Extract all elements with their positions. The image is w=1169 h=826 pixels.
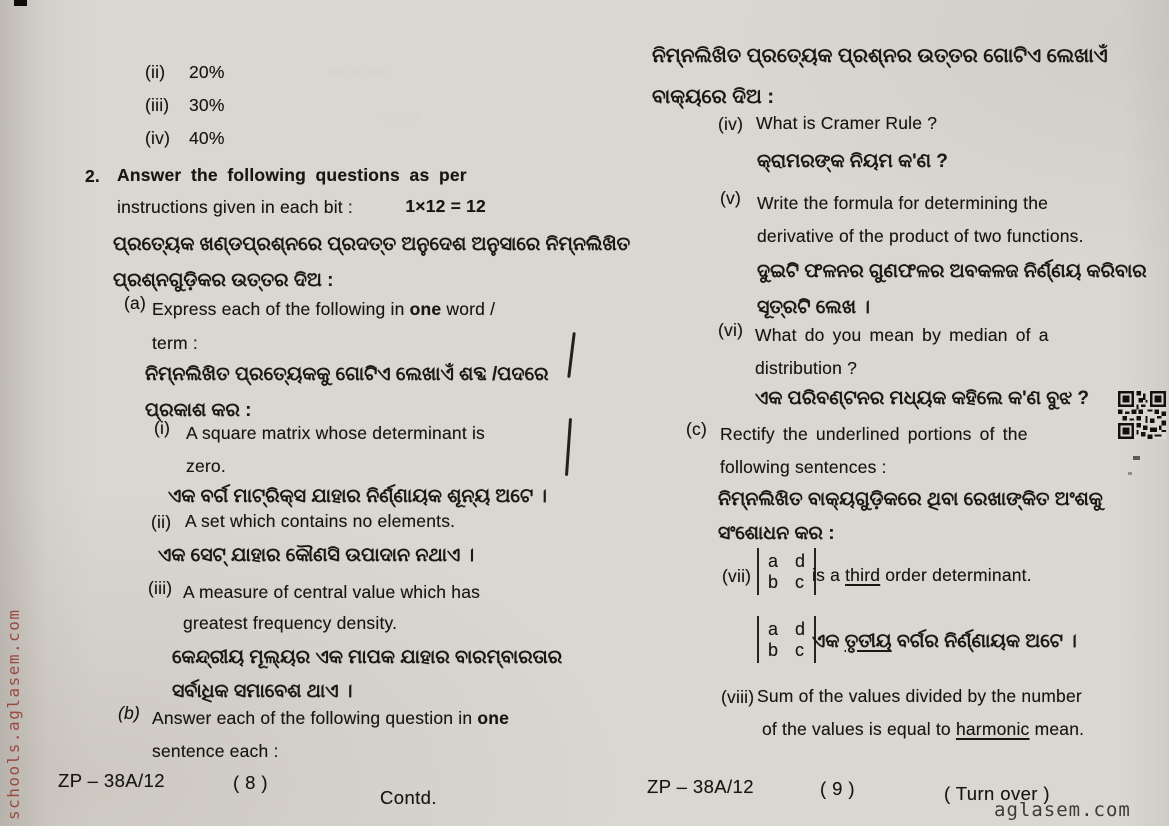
det-cell: a (768, 551, 779, 571)
det-cell: a (768, 619, 779, 639)
item-viii-underlined-word: harmonic (955, 719, 1030, 739)
question-marks: 1×12 = 12 (405, 196, 486, 216)
center-fold-crease (567, 332, 575, 378)
item-vi-odia: ଏକ ପରିବଣ୍ଟନର ମଧ୍ୟକ କହିଲେ କ'ଣ ବୁଝ ? (755, 388, 1090, 409)
part-b-bold-word: one (477, 708, 510, 728)
odia-line: ବାକ୍ୟରେ ଦିଅ : (652, 86, 774, 108)
part-a-line1 (152, 292, 495, 326)
item-v-line1: Write the formula for determining the (757, 193, 1049, 213)
turn-over-note: ( Turn over ) (944, 783, 1050, 804)
item-vii-odia-pre: ଏକ (812, 631, 840, 652)
part-a-pre: Express each of the following in (152, 299, 405, 319)
bleed-through-smudge: ··· ··· ···· (330, 62, 389, 79)
scan-speck (1128, 472, 1132, 475)
odia-line: ପ୍ରତ୍ୟେକ ଖଣ୍ଡପ୍ରଶ୍ନରେ ପ୍ରଦତ୍ତ ଅନୁଦେଶ ଅନୁସାରେ ନିମ୍ନଲିଖିତ (113, 234, 631, 255)
odia-line: ନିମ୍ନଲିଖିତ ପ୍ରତ୍ୟେକକୁ ଗୋଟିଏ ଲେଖାଏଁ ଶବ୍ଦ /ପଦରେ (145, 364, 549, 385)
side-watermark (4, 562, 23, 820)
odia-line: ସଂଶୋଧନ କର : (718, 523, 835, 544)
part-b-odia-heading (652, 36, 1108, 118)
item-iii-text (183, 577, 480, 639)
option-list (145, 56, 225, 155)
paper-code-right: ZP – 38A/12 (647, 776, 754, 797)
item-viii-line1: Sum of the values divided by the number (757, 686, 1082, 706)
part-c-line2: following sentences : (720, 457, 887, 477)
part-c-line1: Rectify the underlined portions of the (720, 424, 1028, 444)
item-viii-line2 (762, 719, 1084, 740)
item-v-line2: derivative of the product of two functions. (757, 226, 1084, 246)
page-number-left: ( 8 ) (233, 772, 268, 793)
item-vi-line2: distribution ? (755, 358, 858, 378)
item-vii-underlined-word: third (845, 565, 881, 585)
part-a-label: (a) (124, 293, 146, 313)
item-i-line1: A square matrix whose determinant is (186, 423, 486, 443)
part-a-text (152, 292, 495, 360)
item-v-text (757, 187, 1084, 253)
part-b-pre: Answer each of the following question in (152, 708, 473, 728)
det-cell: d (795, 619, 806, 639)
item-v-odia (757, 254, 1147, 326)
odia-line: ସୂତ୍ରଟି ଲେଖ । (757, 297, 870, 318)
odia-line: ନିମ୍ନଲିଖିତ ବାକ୍ୟଗୁଡ଼ିକରେ ଥିବା ରେଖାଙ୍କିତ ଅଂଶକୁ (718, 489, 1103, 510)
part-a-line2: term : (152, 333, 198, 353)
center-fold-crease (565, 418, 572, 476)
list-item (145, 122, 225, 155)
question-text-odia (113, 227, 630, 299)
determinant-matrix (757, 616, 816, 663)
item-vii-label: (vii) (722, 566, 752, 586)
item-vii-text (812, 565, 1032, 586)
item-iii-line1: A measure of central value which has (183, 582, 481, 602)
item-vii-odia (812, 631, 1077, 653)
contd-note: Contd. (380, 787, 437, 808)
item-iii-odia (172, 641, 562, 709)
item-i-odia: ଏକ ବର୍ଗ ମାଟ୍ରିକ୍ସ ଯାହାର ନିର୍ଣ୍ଣାୟକ ଶୂନ୍ୟ ଅଟେ । (168, 486, 547, 507)
option-label: (iv) (145, 128, 171, 148)
part-c-text (720, 418, 1028, 484)
option-value: 20% (189, 62, 225, 82)
item-iv-text: What is Cramer Rule ? (756, 113, 938, 133)
odia-line: ଦୁଇଟି ଫଳନର ଗୁଣଫଳର ଅବକଳଜ ନିର୍ଣ୍ଣୟ କରିବାର (757, 261, 1147, 282)
list-item (145, 89, 225, 122)
odia-line: କେନ୍ଦ୍ରୀୟ ମୂଲ୍ୟର ଏକ ମାପକ ଯାହାର ବାରମ୍ବାରତାର (172, 647, 563, 668)
list-item (145, 56, 225, 89)
paper-code-left: ZP – 38A/12 (58, 770, 165, 791)
part-a-post: word / (446, 299, 496, 319)
item-ii-label: (ii) (151, 512, 172, 532)
item-vi-label: (vi) (718, 320, 744, 340)
question-number: 2. (85, 166, 100, 186)
option-label: (ii) (145, 62, 166, 82)
item-vii-pre: is a (812, 565, 841, 585)
item-i-label: (i) (154, 418, 171, 438)
odia-line: ପ୍ରଶ୍ନଗୁଡ଼ିକର ଉତ୍ତର ଦିଅ : (113, 270, 334, 291)
part-c-odia (718, 483, 1103, 551)
part-b-text (152, 702, 509, 768)
scan-corner-mark (14, 0, 27, 6)
question-text-line1: Answer the following questions as per (117, 165, 467, 185)
item-i-text (186, 417, 485, 483)
item-iv-odia: କ୍ରାମରଙ୍କ ନିୟମ କ'ଣ ? (757, 151, 948, 172)
bleed-through-smudge: ·· ···· (385, 108, 420, 125)
item-vii-odia-underlined-word: ତୃତୀୟ (844, 631, 892, 652)
item-vi-line1: What do you mean by median of a (755, 325, 1049, 345)
item-ii-text: A set which contains no elements. (185, 511, 456, 531)
corner-watermark: aglasem.com (994, 799, 1131, 821)
part-c-label: (c) (686, 419, 708, 439)
det-cell: c (795, 640, 805, 660)
det-cell: b (768, 640, 779, 660)
item-vi-text (755, 319, 1049, 385)
item-vii-odia-post: ବର୍ଗର ନିର୍ଣ୍ଣାୟକ ଅଟେ । (896, 631, 1077, 652)
side-watermark-text: schools.aglasem.com (4, 608, 23, 820)
scan-speck (1133, 456, 1140, 460)
part-b-line2: sentence each : (152, 741, 279, 761)
page-number-right: ( 9 ) (820, 778, 855, 799)
part-b-label: (b) (118, 703, 140, 723)
option-label: (iii) (145, 95, 170, 115)
item-ii-odia: ଏକ ସେଟ୍ ଯାହାର କୌଣସି ଉପାଦାନ ନଥାଏ । (158, 545, 475, 566)
item-vii-post: order determinant. (885, 565, 1032, 585)
item-viii-pre: of the values is equal to (762, 719, 951, 739)
item-viii-label: (viii) (721, 687, 755, 707)
determinant-matrix (757, 548, 816, 595)
odia-line: ସର୍ବାଧିକ ସମାବେଶ ଥାଏ । (172, 681, 353, 702)
option-value: 30% (189, 95, 225, 115)
det-cell: d (795, 551, 806, 571)
odia-line: ନିମ୍ନଲିଖିତ ପ୍ରତ୍ୟେକ ପ୍ରଶ୍ନର ଉତ୍ତର ଗୋଟିଏ ଲେଖାଏଁ (652, 45, 1108, 67)
item-viii-post: mean. (1034, 719, 1085, 739)
item-iii-label: (iii) (148, 578, 173, 598)
item-iii-line2: greatest frequency density. (183, 613, 398, 633)
item-i-line2: zero. (186, 456, 226, 476)
item-v-label: (v) (720, 188, 742, 208)
part-b-line1 (152, 702, 509, 735)
item-iv-label: (iv) (718, 114, 744, 134)
det-cell: b (768, 572, 779, 592)
question-text-line2: instructions given in each bit : (117, 197, 353, 217)
det-cell: c (795, 572, 805, 592)
odia-line: ପ୍ରକାଶ କର : (145, 400, 252, 421)
qr-code (1118, 391, 1166, 444)
option-value: 40% (189, 128, 225, 148)
part-a-bold-word: one (409, 299, 442, 319)
